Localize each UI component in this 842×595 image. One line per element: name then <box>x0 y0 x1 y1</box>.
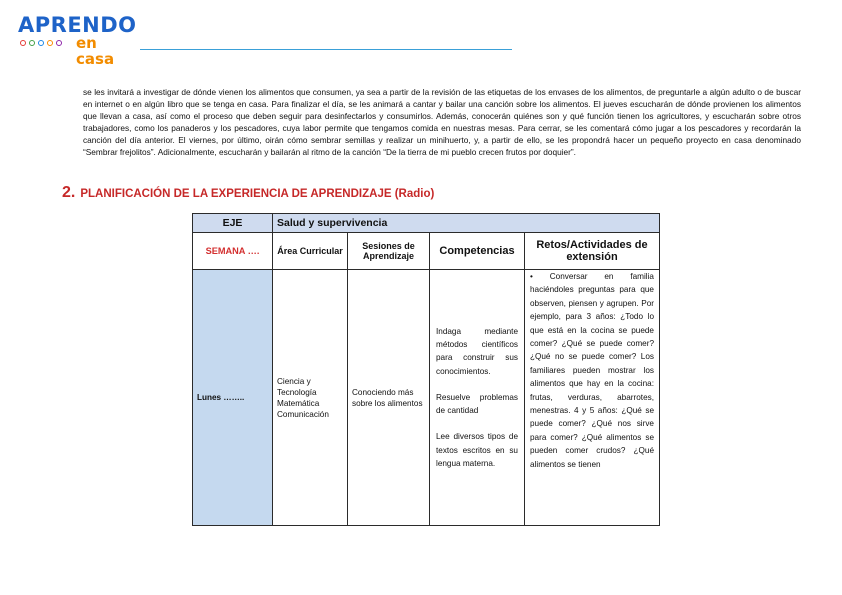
aprendo-en-casa-logo <box>18 13 137 68</box>
header-divider <box>140 49 512 50</box>
planning-table <box>192 213 660 526</box>
eje-label: EJE <box>193 214 273 233</box>
competencia-item: Indaga mediante métodos científicos para construir sus conocimientos. <box>436 327 518 376</box>
intro-paragraph: se les invitará a investigar de dónde vienen los alimentos que consumen, ya sea a partir de la revisión de las etiquetas de los envases de los alimentos, de preguntarle a algún adulto o de buscar en internet o en algún libro que se tenga en casa. Para finalizar el día, se les animará a cantar y bailar una canción sobre los alimentos. El jueves escucharán de dónde provienen los alimentos que llevan a casa, así como el proceso que deben seguir para desinfectarlos y consumirlos. Además, conocerán quiénes son y qué función tienen los agricultores, y escucharán sobre otros trabajadores, como los panaderos y los pescadores, cuya labor permite que tengamos comida en nuestras mesas. Para cerrar, se les comentará cómo jugar a los pescadores y recordarán la canción del día anterior. El viernes, por último, oirán cómo sembrar semillas y realizar un minihuerto, y, a partir de ello, se les propondrá hacer un pequeño proyecto en casa denominado “Sembrar frejolitos”. Adicionalmente, escucharán y bailarán al ritmo de la canción “De la tierra de mi pueblo crecen frutos por doquier”. <box>83 87 801 158</box>
table-row <box>193 270 660 526</box>
logo-dots-decoration <box>20 40 62 46</box>
retos-header: Retos/Actividades de extensión <box>525 233 660 270</box>
competencia-item: Resuelve problemas de cantidad <box>436 392 518 416</box>
logo-text-bottom: en casa <box>76 34 115 68</box>
area-cell: Ciencia y Tecnología Matemática Comunicación <box>273 270 348 526</box>
competencias-header: Competencias <box>430 233 525 270</box>
sesiones-header: Sesiones de Aprendizaje <box>348 233 430 270</box>
eje-row <box>193 214 660 233</box>
area-header: Área Curricular <box>273 233 348 270</box>
section-number: 2. <box>62 184 76 201</box>
eje-value: Salud y supervivencia <box>273 214 660 233</box>
logo-text-top: APRENDO <box>18 13 137 37</box>
retos-cell <box>525 270 660 526</box>
retos-text: • Conversar en familia haciéndoles preguntas para que observen, piensen y agrupen. Por ejemplo, para 3 años: ¿Todo lo que está en la cocina se puede comer? ¿Qué se puede comer? ¿Qué no se puede comer? Los familiares pueden mostrar los alimentos que hay en la cocina: frutas, verduras, abarrotes, menestras. 4 y 5 años: ¿Qué se puede comer? ¿Qué nos sirve para comer? ¿Qué alimentos se pueden comer crudos? ¿Qué alimentos se tienen <box>530 272 654 469</box>
competencia-item: Lee diversos tipos de textos escritos en su lengua materna. <box>436 432 518 468</box>
competencias-cell <box>430 270 525 526</box>
session-cell: Conociendo más sobre los alimentos <box>348 270 430 526</box>
table-header-row <box>193 233 660 270</box>
section-heading <box>62 184 434 202</box>
section-title-text: PLANIFICACIÓN DE LA EXPERIENCIA DE APRENDIZAJE (Radio) <box>80 188 435 200</box>
day-cell: Lunes …….. <box>193 270 273 526</box>
semana-header: SEMANA …. <box>193 233 273 270</box>
